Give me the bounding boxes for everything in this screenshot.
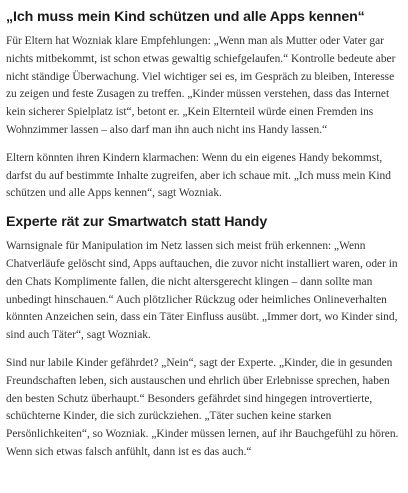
article-body bbox=[6, 0, 404, 472]
paragraph: Sind nur labile Kinder gefährdet? „Nein“, sagt der Experte. „Kinder, die in gesunden Freundschaften leben, sich austauschen und ehrlich über Erlebnisse sprechen, haben den besten Schutz überhaupt.“ Besonders gefährdet sind hingegen introvertierte, schüchterne Kinder, die sich zurückziehen. „Täter suchen keine starken Persönlichkeiten“, so Wozniak. „Kinder müssen lernen, auf ihr Bauchgefühl zu hören. Wenn sich etwas falsch anfühlt, dann ist es das auch.“ bbox=[6, 356, 399, 458]
paragraph: Warnsignale für Manipulation im Netz lassen sich meist früh erkennen: „Wenn Chatverläufe gelöscht sind, Apps auftauchen, die zuvor nicht installiert waren, oder in den Chats Komplimente fallen, die nicht altersgerecht klingen – dann sollte man unbedingt hinschauen.“ Auch plötzlicher Rückzug oder heimliches Onlineverhalten könnten Anzeichen sein, dass ein Täter Einfluss ausübt. „Immer dort, wo Kinder sind, sind auch Täter“, sagt Wozniak. bbox=[6, 240, 398, 342]
section-heading: „Ich muss mein Kind schützen und alle Apps kennen“ bbox=[6, 9, 365, 25]
section-heading: Experte rät zur Smartwatch statt Handy bbox=[6, 214, 268, 231]
paragraph: Für Eltern hat Wozniak klare Empfehlungen: „Wenn man als Mutter oder Vater gar nichts mitbekommt, ist schon etwas gewaltig schiefgelaufen.“ Kontrolle bedeute aber nicht ständige Überwachung. Viel wichtiger sei es, im Gespräch zu bleiben, Interesse zu zeigen und feste Zusagen zu treffen. „Kinder müssen verstehen, dass das Internet kein sicherer Spielplatz ist“, betont er. „Kein Elternteil würde einen Fremden ins Wohnzimmer lassen – also darf man ihn auch nicht ins Handy lassen.“ bbox=[6, 35, 396, 136]
paragraph: Eltern könnten ihren Kindern klarmachen: Wenn du ein eigenes Handy bekommst, darfst du auf bestimmte Inhalte zugreifen, aber ich schaue mit. „Ich muss mein Kind schützen und alle Apps kennen“, sagt Wozniak. bbox=[6, 151, 391, 200]
